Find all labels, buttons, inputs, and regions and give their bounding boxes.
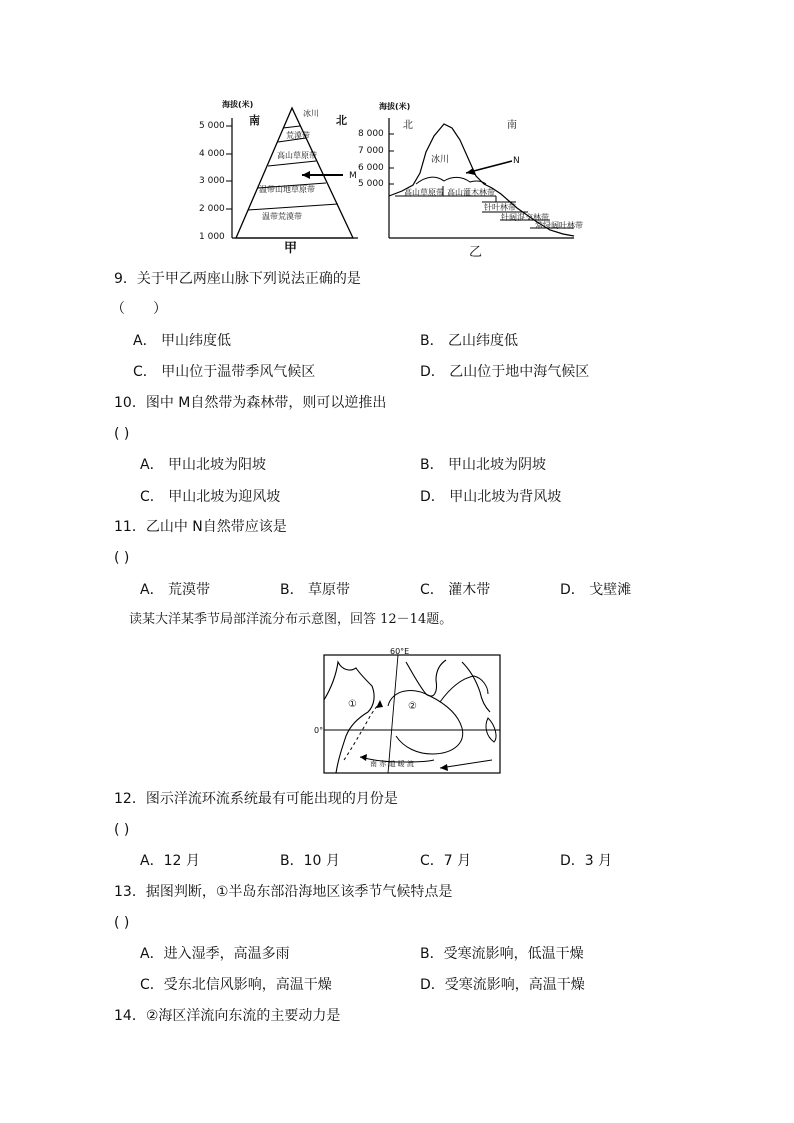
q10-option-d[interactable]: D． 甲山北坡为背风坡 bbox=[420, 489, 562, 505]
jia-tick-4000: 4 000 bbox=[199, 149, 225, 159]
q12-option-d[interactable]: D．3 月 bbox=[560, 853, 613, 869]
jia-caption: 甲 bbox=[284, 241, 298, 256]
q11-option-d[interactable]: D． 戈壁滩 bbox=[560, 582, 632, 598]
yi-tick-5000: 5 000 bbox=[358, 179, 384, 189]
yi-tick-7000: 7 000 bbox=[358, 146, 384, 156]
q11-option-c[interactable]: C． 灌木带 bbox=[420, 582, 491, 598]
q12-option-a[interactable]: A．12 月 bbox=[140, 853, 200, 869]
q9-option-c[interactable]: C． 甲山位于温带季风气候区 bbox=[133, 364, 316, 380]
jia-belt-alpine-grassland: 高山草原带 bbox=[277, 151, 317, 160]
q9-stem: 9．关于甲乙两座山脉下列说法正确的是 bbox=[114, 271, 361, 287]
yi-belt-evergreen-broadleaf: 常绿阔叶林带 bbox=[535, 221, 583, 230]
q13-option-a[interactable]: A．进入湿季，高温多雨 bbox=[140, 946, 290, 962]
q14-stem: 14．②海区洋流向东流的主要动力是 bbox=[114, 1008, 341, 1024]
jia-ylabel: 海拔(米) bbox=[222, 100, 254, 109]
map-region-2: ② bbox=[408, 701, 417, 712]
jia-tick-5000: 5 000 bbox=[199, 121, 225, 131]
q10-paren: ( ) bbox=[114, 426, 130, 442]
yi-belt-mixed-forest: 针阔混交林带 bbox=[501, 213, 549, 222]
yi-ylabel: 海拔(米) bbox=[379, 102, 411, 111]
q10-stem: 10．图中 M自然带为森林带，则可以逆推出 bbox=[114, 395, 387, 411]
q10-option-b[interactable]: B． 甲山北坡为阴坡 bbox=[420, 457, 547, 473]
q12-stem: 12．图示洋流环流系统最有可能出现的月份是 bbox=[114, 791, 398, 807]
q13-option-b[interactable]: B．受寒流影响，低温干燥 bbox=[420, 946, 584, 962]
yi-belt-alpine-grassland: 高山草原带 bbox=[404, 188, 444, 197]
yi-belt-coniferous: 针叶林带 bbox=[484, 203, 516, 212]
map-equator-label: 0° bbox=[314, 726, 324, 735]
q11-option-a[interactable]: A． 荒漠带 bbox=[140, 582, 211, 598]
q11-paren: ( ) bbox=[114, 550, 130, 566]
jia-marker-m: M bbox=[349, 171, 357, 181]
jia-tick-3000: 3 000 bbox=[199, 176, 225, 186]
q9-option-b[interactable]: B． 乙山纬度低 bbox=[420, 333, 519, 349]
jia-south-label: 南 bbox=[249, 114, 260, 127]
yi-tick-6000: 6 000 bbox=[358, 163, 384, 173]
q9-paren: （ ） bbox=[111, 301, 167, 317]
yi-tick-8000: 8 000 bbox=[358, 129, 384, 139]
map-current-label: 南 赤 道 暖 流 bbox=[370, 760, 414, 768]
q12-paren: ( ) bbox=[114, 822, 130, 838]
map-meridian-label: 60°E bbox=[390, 647, 410, 656]
yi-south-label: 南 bbox=[507, 120, 517, 131]
jia-belt-temperate-mountain-grassland: 温带山地草原带 bbox=[259, 185, 315, 194]
q12-option-b[interactable]: B．10 月 bbox=[280, 853, 340, 869]
jia-north-label: 北 bbox=[336, 114, 347, 127]
map-region-1: ① bbox=[348, 699, 357, 710]
q9-option-d[interactable]: D． 乙山位于地中海气候区 bbox=[420, 364, 590, 380]
yi-north-label: 北 bbox=[403, 120, 413, 131]
q13-stem: 13．据图判断，①半岛东部沿海地区该季节气候特点是 bbox=[114, 884, 453, 900]
q13-option-c[interactable]: C．受东北信风影响，高温干燥 bbox=[140, 977, 332, 993]
q10-option-c[interactable]: C． 甲山北坡为迎风坡 bbox=[140, 489, 281, 505]
jia-glacier-label: 冰川 bbox=[303, 109, 319, 118]
yi-glacier-label: 冰川 bbox=[431, 155, 450, 165]
section-intro: 读某大洋某季节局部洋流分布示意图，回答 12－14题。 bbox=[129, 612, 453, 627]
yi-caption: 乙 bbox=[469, 245, 483, 260]
q13-option-d[interactable]: D．受寒流影响，高温干燥 bbox=[420, 977, 585, 993]
yi-belt-alpine-shrub: 高山灌木林带 bbox=[447, 188, 495, 197]
q10-option-a[interactable]: A． 甲山北坡为阳坡 bbox=[140, 457, 267, 473]
yi-marker-n: N bbox=[513, 156, 520, 166]
jia-tick-2000: 2 000 bbox=[199, 204, 225, 214]
jia-tick-1000: 1 000 bbox=[199, 232, 225, 242]
q13-paren: ( ) bbox=[114, 915, 130, 931]
q11-stem: 11．乙山中 N自然带应该是 bbox=[114, 519, 287, 535]
jia-belt-desert: 荒漠带 bbox=[286, 131, 310, 140]
q11-option-b[interactable]: B． 草原带 bbox=[280, 582, 351, 598]
q12-option-c[interactable]: C．7 月 bbox=[420, 853, 472, 869]
jia-belt-temperate-desert: 温带荒漠带 bbox=[262, 212, 302, 221]
q9-option-a[interactable]: A． 甲山纬度低 bbox=[133, 333, 232, 349]
